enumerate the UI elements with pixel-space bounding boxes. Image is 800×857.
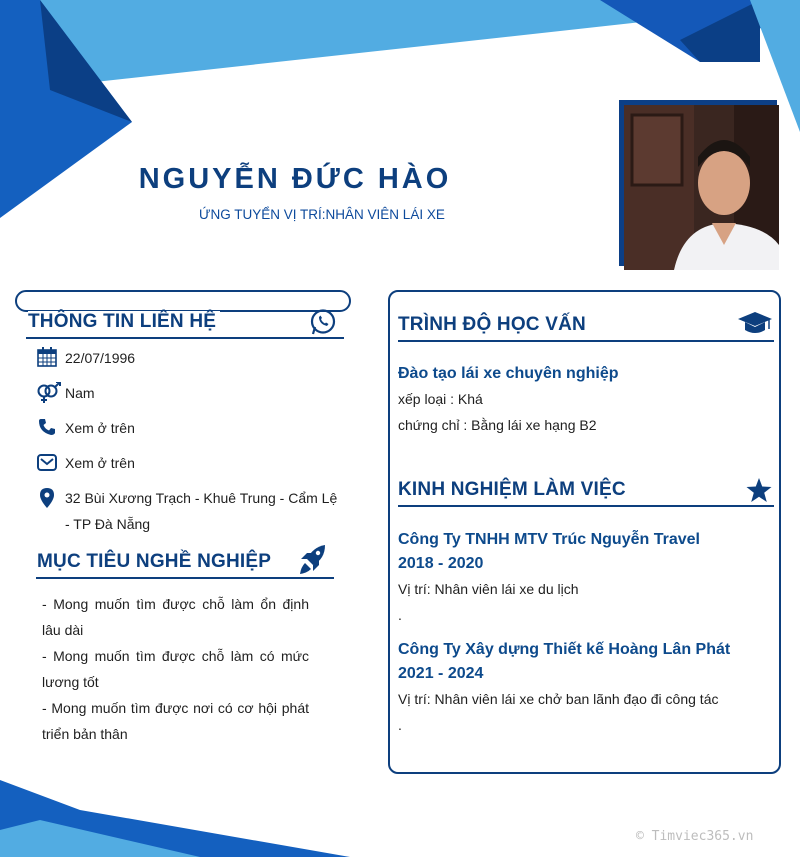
birth-date: 22/07/1996 <box>65 350 136 366</box>
objective-line-2: - Mong muốn tìm được chỗ làm có mức lương tốt <box>42 648 309 690</box>
email: Xem ở trên <box>65 455 135 471</box>
experience-title: KINH NGHIỆM LÀM VIỆC <box>398 479 626 500</box>
job-2-company: Công Ty Xây dựng Thiết kế Hoàng Lân Phát <box>398 641 731 658</box>
address-line-2: - TP Đà Nẵng <box>65 516 151 532</box>
objective-line-1: - Mong muốn tìm được chỗ làm ổn định lâu dài <box>42 596 309 638</box>
education-divider <box>398 340 774 342</box>
job-1-role: Vị trí: Nhân viên lái xe du lịch <box>398 581 579 597</box>
footer-watermark: © Timviec365.vn <box>636 829 754 844</box>
whatsapp-icon <box>309 308 337 336</box>
job-1-period: 2018 - 2020 <box>398 555 484 572</box>
candidate-name: NGUYỄN ĐỨC HÀO <box>138 163 452 195</box>
address-line-1: 32 Bùi Xương Trạch - Khuê Trung - Cẩm Lệ <box>65 490 338 506</box>
contact-divider <box>26 337 344 339</box>
calendar-icon <box>37 347 57 367</box>
education-certificate: chứng chỉ : Bằng lái xe hạng B2 <box>398 417 597 433</box>
experience-divider <box>398 505 774 507</box>
education-program: Đào tạo lái xe chuyên nghiệp <box>398 365 619 382</box>
phone: Xem ở trên <box>65 420 135 436</box>
star-icon <box>746 478 772 503</box>
objective-divider <box>36 577 334 579</box>
objective-line-3: - Mong muốn tìm được nơi có cơ hội phát triển bản thân <box>42 700 309 742</box>
contact-header-bar <box>15 290 351 312</box>
gender-icon <box>36 382 62 404</box>
education-grade: xếp loại : Khá <box>398 391 483 407</box>
contact-title: THÔNG TIN LIÊN HỆ <box>28 311 220 333</box>
gender: Nam <box>65 385 95 401</box>
graduation-cap-icon <box>737 311 773 337</box>
education-title: TRÌNH ĐỘ HỌC VẤN <box>398 314 586 335</box>
applied-position: ỨNG TUYỂN VỊ TRÍ:NHÂN VIÊN LÁI XE <box>199 207 445 222</box>
profile-photo <box>624 105 779 270</box>
rocket-icon <box>299 545 327 575</box>
job-1-note: . <box>398 607 402 623</box>
job-2-note: . <box>398 717 402 733</box>
job-1-company: Công Ty TNHH MTV Trúc Nguyễn Travel <box>398 531 700 548</box>
objective-title: MỤC TIÊU NGHỀ NGHIỆP <box>37 551 272 572</box>
email-icon <box>37 454 57 471</box>
job-2-role: Vị trí: Nhân viên lái xe chở ban lãnh đạo đi công tác <box>398 691 719 707</box>
job-2-period: 2021 - 2024 <box>398 665 484 682</box>
location-icon <box>40 488 54 508</box>
phone-icon <box>38 418 56 436</box>
